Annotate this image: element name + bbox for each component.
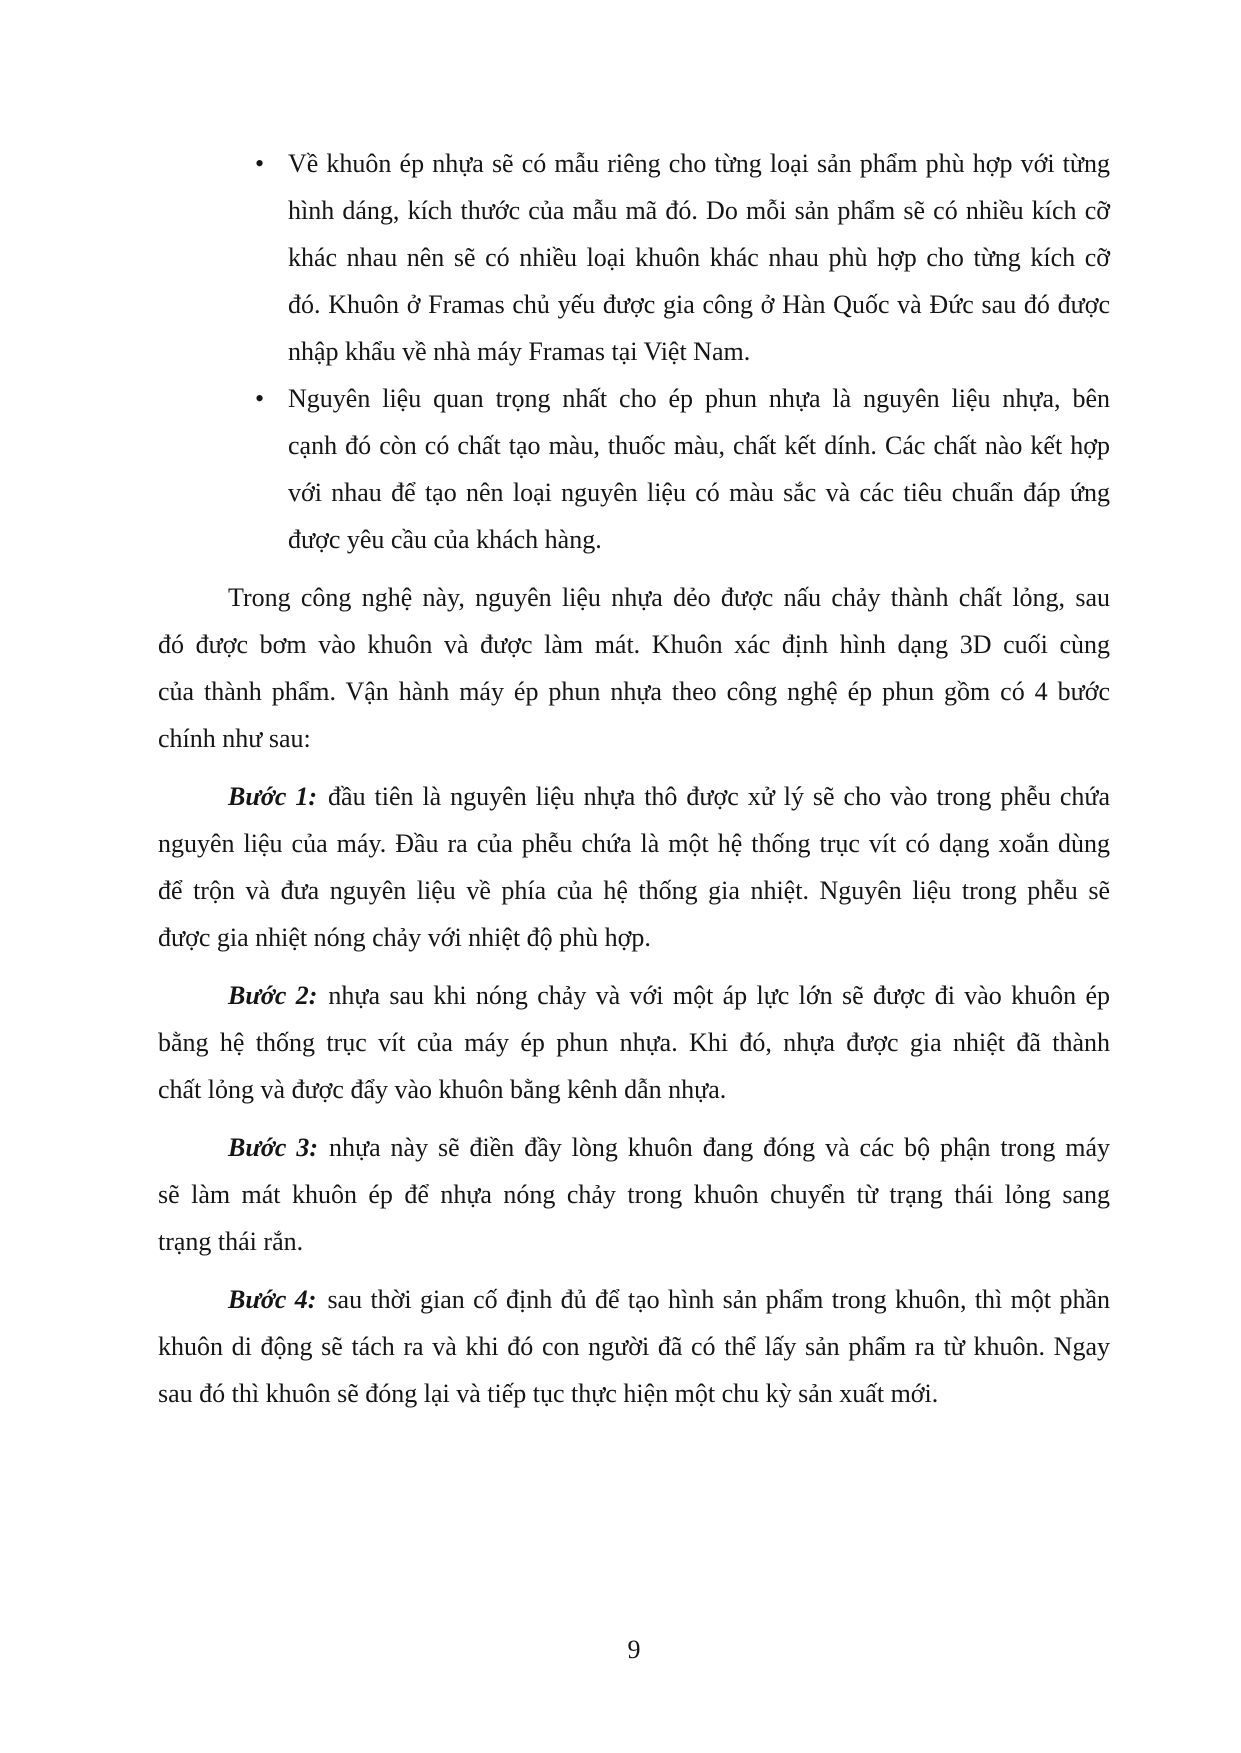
step1-text: đầu tiên là nguyên liệu nhựa thô được xử lý sẽ cho vào trong phễu chứa xyxy=(328,782,1111,811)
step3-line1 xyxy=(158,1124,1110,1171)
bullet-icon: • xyxy=(255,384,265,413)
step3-line2: sẽ làm mát khuôn ép để nhựa nóng chảy trong khuôn chuyển từ trạng thái lỏng sang xyxy=(158,1180,1110,1209)
step1-line3: để trộn và đưa nguyên liệu về phía của hệ thống gia nhiệt. Nguyên liệu trong phễu sẽ xyxy=(158,876,1110,905)
bullet2-line2: cạnh đó còn có chất tạo màu, thuốc màu, chất kết dính. Các chất nào kết hợp xyxy=(288,431,1110,460)
intro-line4: chính như sau: xyxy=(158,724,311,753)
step1-line1 xyxy=(158,773,1110,820)
step2-label: Bước 2: xyxy=(228,981,318,1010)
bullet1-line5: nhập khẩu về nhà máy Framas tại Việt Nam. xyxy=(288,337,751,366)
step1-label: Bước 1: xyxy=(228,782,318,811)
bullet1-line2: hình dáng, kích thước của mẫu mã đó. Do mỗi sản phẩm sẽ có nhiều kích cỡ xyxy=(288,196,1110,225)
step3-line3: trạng thái rắn. xyxy=(158,1227,304,1256)
step3-paragraph xyxy=(158,1124,1110,1265)
step1-line4: được gia nhiệt nóng chảy với nhiệt độ phù hợp. xyxy=(158,923,651,952)
step3-text: nhựa này sẽ điền đầy lòng khuôn đang đóng và các bộ phận trong máy xyxy=(328,1133,1110,1162)
step2-line1 xyxy=(158,972,1110,1019)
bullet2-line4: được yêu cầu của khách hàng. xyxy=(288,525,602,554)
bullet2-line3: với nhau để tạo nên loại nguyên liệu có màu sắc và các tiêu chuẩn đáp ứng xyxy=(288,478,1110,507)
text-body xyxy=(158,140,1110,1417)
intro-line2: đó được bơm vào khuôn và được làm mát. Khuôn xác định hình dạng 3D cuối cùng xyxy=(158,630,1110,659)
step3-label: Bước 3: xyxy=(228,1133,318,1162)
bullet-icon: • xyxy=(255,149,265,178)
bullet-item-molds xyxy=(158,140,1110,375)
step2-paragraph xyxy=(158,972,1110,1113)
step4-paragraph xyxy=(158,1276,1110,1417)
page-number: 9 xyxy=(627,1635,641,1664)
bullet-item-materials xyxy=(158,375,1110,563)
step4-text: sau thời gian cố định đủ để tạo hình sản phẩm trong khuôn, thì một phần xyxy=(327,1285,1110,1314)
bullet1-line1: Về khuôn ép nhựa sẽ có mẫu riêng cho từng loại sản phẩm phù hợp với từng xyxy=(288,149,1110,178)
step2-line2: bằng hệ thống trục vít của máy ép phun nhựa. Khi đó, nhựa được gia nhiệt đã thành xyxy=(158,1028,1110,1057)
step4-line3: sau đó thì khuôn sẽ đóng lại và tiếp tục thực hiện một chu kỳ sản xuất mới. xyxy=(158,1379,939,1408)
intro-line1: Trong công nghệ này, nguyên liệu nhựa dẻo được nấu chảy thành chất lỏng, sau xyxy=(228,583,1110,612)
bullet1-line4: đó. Khuôn ở Framas chủ yếu được gia công ở Hàn Quốc và Đức sau đó được xyxy=(288,290,1110,319)
bullet2-line1: Nguyên liệu quan trọng nhất cho ép phun nhựa là nguyên liệu nhựa, bên xyxy=(288,384,1110,413)
step4-line1 xyxy=(158,1276,1110,1323)
bullet1-line3: khác nhau nên sẽ có nhiều loại khuôn khác nhau phù hợp cho từng kích cỡ xyxy=(288,243,1110,272)
step1-line2: nguyên liệu của máy. Đầu ra của phễu chứa là một hệ thống trục vít có dạng xoắn dùng xyxy=(158,829,1110,858)
step1-paragraph xyxy=(158,773,1110,961)
step4-label: Bước 4: xyxy=(228,1285,317,1314)
step2-text: nhựa sau khi nóng chảy và với một áp lực lớn sẽ được đi vào khuôn ép xyxy=(328,981,1110,1010)
intro-paragraph xyxy=(158,574,1110,762)
step2-line3: chất lỏng và được đẩy vào khuôn bằng kênh dẫn nhựa. xyxy=(158,1075,727,1104)
step4-line2: khuôn di động sẽ tách ra và khi đó con người đã có thể lấy sản phẩm ra từ khuôn. Ngay xyxy=(158,1332,1110,1361)
intro-line3: của thành phẩm. Vận hành máy ép phun nhựa theo công nghệ ép phun gồm có 4 bước xyxy=(158,677,1110,706)
